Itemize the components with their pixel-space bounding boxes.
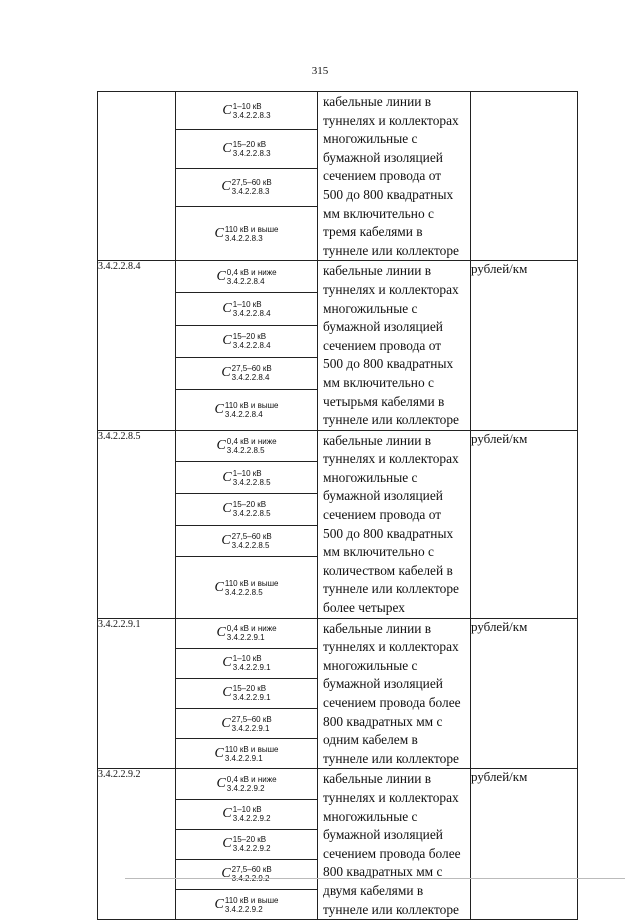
coefficient-index — [233, 654, 271, 672]
coefficient-symbol — [176, 830, 317, 859]
coefficient-letter: C — [214, 745, 224, 761]
coefficient-cell — [176, 829, 318, 859]
coefficient-letter: C — [221, 179, 231, 195]
voltage-class: 110 кВ и выше — [224, 400, 279, 410]
coefficient-subscript: 3.4.2.2.8.3 — [232, 110, 271, 120]
coefficient-index — [225, 579, 279, 597]
coefficient-letter: C — [221, 533, 231, 549]
voltage-class: 27,5–60 кВ — [231, 865, 272, 875]
coefficient-cell — [176, 709, 318, 739]
voltage-class: 110 кВ и выше — [224, 224, 279, 234]
coefficient-letter: C — [222, 501, 232, 517]
coefficient-symbol — [176, 800, 317, 829]
rate-unit: рублей/км — [471, 430, 578, 618]
coefficient-symbol — [176, 860, 317, 889]
voltage-class: 27,5–60 кВ — [231, 714, 272, 724]
rate-code: 3.4.2.2.9.1 — [98, 618, 176, 769]
coefficient-symbol — [176, 92, 317, 129]
voltage-class: 0,4 кВ и ниже — [226, 267, 277, 277]
coefficient-symbol — [176, 739, 317, 768]
coefficient-cell — [176, 207, 318, 261]
voltage-class: 15–20 кВ — [232, 332, 267, 342]
coefficient-symbol — [176, 679, 317, 708]
coefficient-subscript: 3.4.2.2.8.5 — [231, 541, 270, 551]
coefficient-index — [233, 140, 271, 158]
table-row — [98, 261, 578, 293]
coefficient-index — [233, 805, 271, 823]
voltage-class: 1–10 кВ — [232, 805, 262, 815]
coefficient-subscript: 3.4.2.2.9.2 — [232, 844, 271, 854]
coefficient-index — [233, 300, 271, 318]
rate-description-cell — [318, 769, 471, 920]
coefficient-subscript: 3.4.2.2.9.1 — [226, 633, 265, 643]
coefficient-symbol — [176, 494, 317, 525]
table-row — [98, 769, 578, 799]
coefficient-letter: C — [214, 579, 224, 595]
rate-description: кабельные линии в туннелях и коллекторах многожильные с бумажной изоляцией сечением провода более 800 квадратных мм с одним кабелем в туннеле или коллекторе — [323, 620, 461, 766]
coefficient-cell — [176, 648, 318, 678]
coefficient-index — [225, 745, 279, 763]
voltage-class: 15–20 кВ — [232, 500, 267, 510]
coefficient-letter: C — [222, 333, 232, 349]
coefficient-cell — [176, 769, 318, 799]
coefficient-subscript: 3.4.2.2.9.2 — [231, 874, 270, 884]
coefficient-index — [225, 225, 279, 243]
coefficient-letter: C — [222, 806, 232, 822]
voltage-class: 27,5–60 кВ — [231, 364, 272, 374]
rate-description-cell — [318, 618, 471, 769]
coefficient-symbol — [176, 619, 317, 648]
coefficient-index — [227, 775, 277, 793]
rate-description: кабельные линии в туннелях и коллекторах многожильные с бумажной изоляцией сечением провода от 500 до 800 квадратных мм включительно с количеством кабелей в туннеле или коллекторе более четырех — [323, 432, 459, 616]
coefficient-index — [232, 532, 272, 550]
coefficient-letter: C — [222, 300, 232, 316]
coefficient-subscript: 3.4.2.2.8.4 — [224, 409, 263, 419]
rate-description-cell — [318, 261, 471, 430]
coefficient-subscript: 3.4.2.2.9.1 — [232, 663, 271, 673]
coefficient-subscript: 3.4.2.2.9.1 — [224, 753, 263, 763]
coefficient-cell — [176, 618, 318, 648]
rate-code: 3.4.2.2.9.2 — [98, 769, 176, 920]
coefficient-symbol — [176, 649, 317, 678]
coefficient-symbol — [176, 431, 317, 462]
coefficient-subscript: 3.4.2.2.9.2 — [226, 783, 265, 793]
coefficient-symbol — [176, 326, 317, 357]
coefficient-symbol — [176, 130, 317, 167]
coefficient-symbol — [176, 526, 317, 557]
coefficient-letter: C — [222, 141, 232, 157]
voltage-class: 15–20 кВ — [232, 835, 267, 845]
coefficient-subscript: 3.4.2.2.8.3 — [224, 233, 263, 243]
coefficient-letter: C — [214, 225, 224, 241]
rate-code — [98, 92, 176, 261]
coefficient-letter: C — [222, 685, 232, 701]
coefficient-index — [227, 437, 277, 455]
voltage-class: 110 кВ и выше — [224, 578, 279, 588]
coefficient-letter: C — [216, 625, 226, 641]
voltage-class: 1–10 кВ — [232, 299, 262, 309]
table-row — [98, 618, 578, 648]
coefficient-cell — [176, 430, 318, 462]
coefficient-symbol — [176, 169, 317, 206]
coefficient-cell — [176, 325, 318, 357]
coefficient-index — [227, 624, 277, 642]
coefficient-symbol — [176, 709, 317, 738]
rate-description-cell — [318, 92, 471, 261]
coefficient-subscript: 3.4.2.2.8.4 — [232, 308, 271, 318]
coefficient-cell — [176, 525, 318, 557]
voltage-class: 15–20 кВ — [232, 684, 267, 694]
coefficient-cell — [176, 261, 318, 293]
coefficient-subscript: 3.4.2.2.9.1 — [231, 723, 270, 733]
rate-code: 3.4.2.2.8.5 — [98, 430, 176, 618]
page-number: 315 — [311, 65, 329, 77]
coefficient-letter: C — [214, 896, 224, 912]
coefficient-cell — [176, 739, 318, 769]
coefficient-index — [233, 102, 271, 120]
coefficient-letter: C — [222, 655, 232, 671]
coefficient-index — [227, 268, 277, 286]
coefficient-index — [233, 332, 271, 350]
voltage-class: 0,4 кВ и ниже — [226, 774, 277, 784]
rate-description: кабельные линии в туннелях и коллекторах многожильные с бумажной изоляцией сечением провода более 800 квадратных мм с двумя кабелями в туннеле или коллекторе — [323, 771, 461, 917]
rate-description: кабельные линии в туннелях и коллекторах многожильные с бумажной изоляцией сечением провода от 500 до 800 квадратных мм включительно с тремя кабелями в туннеле или коллекторе — [323, 94, 459, 258]
coefficient-symbol — [176, 293, 317, 324]
rates-table — [97, 91, 578, 920]
coefficient-subscript: 3.4.2.2.8.3 — [232, 149, 271, 159]
voltage-class: 15–20 кВ — [232, 140, 267, 150]
coefficient-symbol — [176, 462, 317, 493]
coefficient-subscript: 3.4.2.2.9.2 — [232, 814, 271, 824]
rate-unit: рублей/км — [471, 769, 578, 920]
coefficient-symbol — [176, 557, 317, 617]
table-row — [98, 430, 578, 462]
coefficient-index — [232, 865, 272, 883]
coefficient-letter: C — [216, 438, 226, 454]
voltage-class: 0,4 кВ и ниже — [226, 624, 277, 634]
rates-table-body — [98, 92, 578, 920]
coefficient-cell — [176, 389, 318, 430]
coefficient-cell — [176, 168, 318, 206]
coefficient-subscript: 3.4.2.2.8.4 — [232, 341, 271, 351]
coefficient-cell — [176, 859, 318, 889]
coefficient-cell — [176, 293, 318, 325]
coefficient-index — [232, 364, 272, 382]
coefficient-index — [232, 715, 272, 733]
voltage-class: 110 кВ и выше — [224, 895, 279, 905]
coefficient-cell — [176, 462, 318, 494]
coefficient-cell — [176, 357, 318, 389]
coefficient-subscript: 3.4.2.2.8.3 — [231, 187, 270, 197]
coefficient-letter: C — [221, 866, 231, 882]
coefficient-letter: C — [216, 268, 226, 284]
coefficient-symbol — [176, 358, 317, 389]
voltage-class: 1–10 кВ — [232, 101, 262, 111]
coefficient-symbol — [176, 261, 317, 292]
coefficient-subscript: 3.4.2.2.9.2 — [224, 904, 263, 914]
rate-unit: рублей/км — [471, 618, 578, 769]
coefficient-subscript: 3.4.2.2.8.4 — [226, 276, 265, 286]
coefficient-subscript: 3.4.2.2.8.4 — [231, 373, 270, 383]
coefficient-cell — [176, 678, 318, 708]
rate-unit: рублей/км — [471, 261, 578, 430]
coefficient-symbol — [176, 390, 317, 430]
voltage-class: 27,5–60 кВ — [231, 532, 272, 542]
coefficient-letter: C — [214, 401, 224, 417]
coefficient-letter: C — [222, 102, 232, 118]
coefficient-cell — [176, 557, 318, 618]
coefficient-letter: C — [221, 715, 231, 731]
coefficient-symbol — [176, 769, 317, 798]
coefficient-letter: C — [221, 365, 231, 381]
coefficient-index — [233, 469, 271, 487]
coefficient-subscript: 3.4.2.2.9.1 — [232, 693, 271, 703]
coefficient-cell — [176, 92, 318, 130]
coefficient-cell — [176, 130, 318, 168]
coefficient-symbol — [176, 207, 317, 260]
voltage-class: 1–10 кВ — [232, 468, 262, 478]
coefficient-subscript: 3.4.2.2.8.5 — [226, 446, 265, 456]
coefficient-letter: C — [222, 469, 232, 485]
coefficient-letter: C — [216, 775, 226, 791]
voltage-class: 110 кВ и выше — [224, 744, 279, 754]
coefficient-cell — [176, 494, 318, 526]
coefficient-index — [225, 401, 279, 419]
page-bottom-rule — [125, 878, 625, 879]
coefficient-subscript: 3.4.2.2.8.5 — [232, 477, 271, 487]
coefficient-index — [233, 835, 271, 853]
coefficient-index — [233, 500, 271, 518]
coefficient-index — [232, 178, 272, 196]
rate-description: кабельные линии в туннелях и коллекторах многожильные с бумажной изоляцией сечением провода от 500 до 800 квадратных мм включительно с четырьмя кабелями в туннеле или коллекторе — [323, 263, 459, 428]
voltage-class: 0,4 кВ и ниже — [226, 437, 277, 447]
rate-description-cell — [318, 430, 471, 618]
voltage-class: 27,5–60 кВ — [231, 178, 272, 188]
rate-unit — [471, 92, 578, 261]
table-row — [98, 92, 578, 130]
coefficient-letter: C — [222, 836, 232, 852]
coefficient-cell — [176, 799, 318, 829]
coefficient-subscript: 3.4.2.2.8.5 — [232, 509, 271, 519]
voltage-class: 1–10 кВ — [232, 654, 262, 664]
coefficient-subscript: 3.4.2.2.8.5 — [224, 587, 263, 597]
rate-code: 3.4.2.2.8.4 — [98, 261, 176, 430]
coefficient-index — [233, 684, 271, 702]
